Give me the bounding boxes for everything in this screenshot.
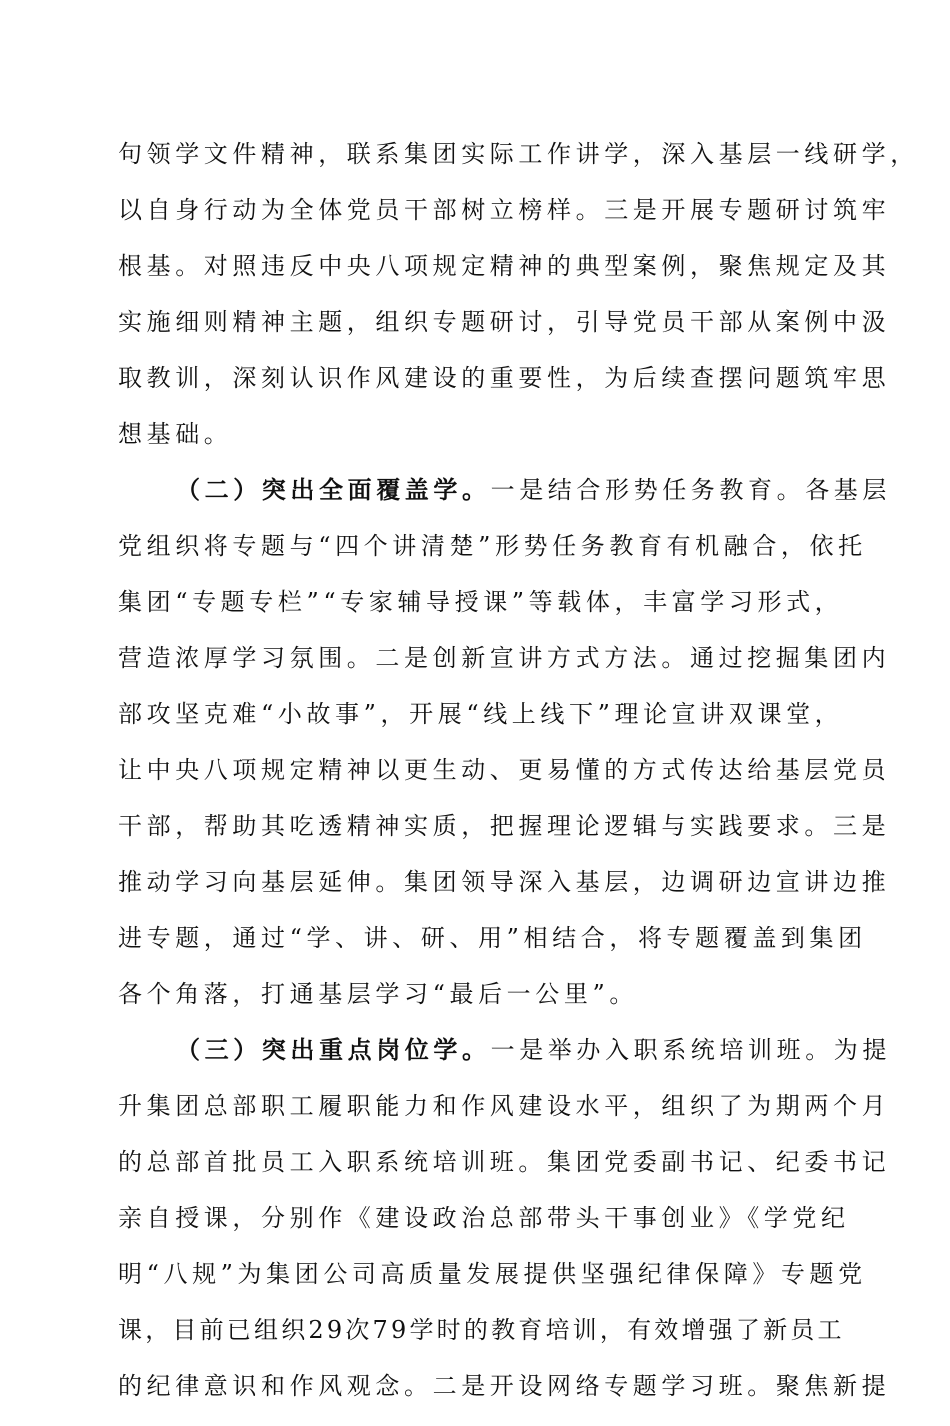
text-line xyxy=(118,418,830,474)
line-text: 营造浓厚学习氛围。二是创新宣讲方式方法。通过挖掘集团内 xyxy=(118,644,891,672)
text-line xyxy=(118,1258,867,1314)
line-text: 一是结合形势任务教育。各基层 xyxy=(490,476,892,504)
text-line xyxy=(118,194,891,250)
line-text: 各个角落，打通基层学习“最后一公里”。 xyxy=(118,980,638,1008)
text-line xyxy=(118,866,891,922)
text-line xyxy=(118,978,830,1034)
line-text: 实施细则精神主题，组织专题研讨，引导党员干部从案例中汲 xyxy=(118,308,891,336)
line-text: 集团“专题专栏”“专家辅导授课”等载体，丰富学习形式， xyxy=(118,588,844,616)
line-text: 党组织将专题与“四个讲清楚”形势任务教育有机融合，依托 xyxy=(118,532,867,560)
line-text: 取教训，深刻认识作风建设的重要性，为后续查摆问题筑牢思 xyxy=(118,364,891,392)
line-text: 以自身行动为全体党员干部树立榜样。三是开展专题研讨筑牢 xyxy=(118,196,891,224)
line-text: 升集团总部职工履职能力和作风建设水平，组织了为期两个月 xyxy=(118,1092,891,1120)
text-line xyxy=(118,1090,891,1146)
line-text: 句领学文件精神，联系集团实际工作讲学，深入基层一线研学， xyxy=(118,140,919,168)
text-line xyxy=(118,362,891,418)
line-text: 部攻坚克难“小故事”，开展“线上线下”理论宣讲双课堂， xyxy=(118,700,844,728)
text-line xyxy=(118,1146,891,1202)
line-text: 根基。对照违反中央八项规定精神的典型案例，聚焦规定及其 xyxy=(118,252,891,280)
line-text: 干部，帮助其吃透精神实质，把握理论逻辑与实践要求。三是 xyxy=(118,812,891,840)
text-line xyxy=(118,530,867,586)
text-line xyxy=(118,250,891,306)
text-line xyxy=(118,1314,845,1370)
text-line xyxy=(118,922,867,978)
paragraph-start-line xyxy=(118,474,892,530)
document-body xyxy=(118,138,919,1426)
text-line xyxy=(118,810,891,866)
text-line xyxy=(118,306,891,362)
paragraph-start-line xyxy=(118,1034,892,1090)
line-text: 让中央八项规定精神以更生动、更易懂的方式传达给基层党员 xyxy=(118,756,891,784)
line-text: 推动学习向基层延伸。集团领导深入基层，边调研边宣讲边推 xyxy=(118,868,891,896)
section-heading-inline: （二）突出全面覆盖学。 xyxy=(176,475,491,504)
text-line xyxy=(118,698,844,754)
line-text: 的纪律意识和作风观念。二是开设网络专题学习班。聚焦新提 xyxy=(118,1372,891,1400)
text-line xyxy=(118,1370,891,1426)
line-text: 亲自授课，分别作《建设政治总部带头干事创业》《学党纪 xyxy=(118,1204,850,1232)
text-line xyxy=(118,1202,850,1258)
line-text: 想基础。 xyxy=(118,420,233,448)
line-text: 明“八规”为集团公司高质量发展提供坚强纪律保障》专题党 xyxy=(118,1260,867,1288)
line-text: 进专题，通过“学、讲、研、用”相结合，将专题覆盖到集团 xyxy=(118,924,867,952)
section-heading-inline: （三）突出重点岗位学。 xyxy=(176,1035,491,1064)
line-text: 一是举办入职系统培训班。为提 xyxy=(490,1036,892,1064)
line-text: 的总部首批员工入职系统培训班。集团党委副书记、纪委书记 xyxy=(118,1148,891,1176)
line-text: 课，目前已组织29次79学时的教育培训，有效增强了新员工 xyxy=(118,1316,845,1344)
text-line xyxy=(118,138,919,194)
text-line xyxy=(118,586,844,642)
text-line xyxy=(118,754,891,810)
text-line xyxy=(118,642,891,698)
